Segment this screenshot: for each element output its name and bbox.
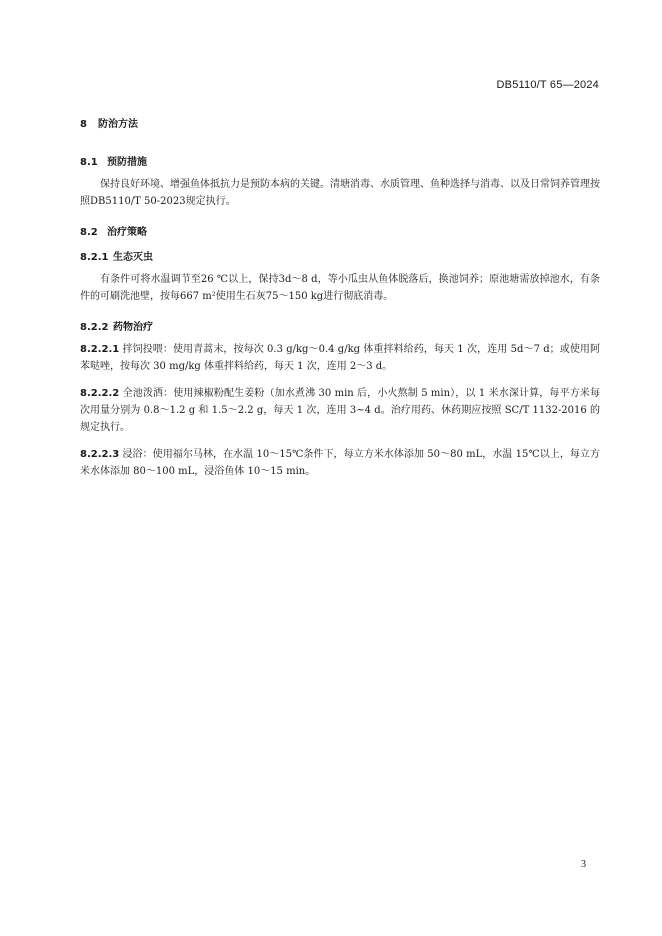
section-8-2-1-text: 有条件可将水温调节至26 ℃以上，保持3d～8 d，等小瓜虫从鱼体脱落后，换池饲养；原池塘需放掉池水，有条件的可刷洗池壁，按每667 m²使用生石灰75～150 kg进行彻底消毒。 — [80, 274, 600, 302]
section-8-heading — [80, 115, 138, 130]
section-8-1-text: 保持良好环境、增强鱼体抵抗力是预防本病的关键。清塘消毒、水质管理、鱼种选择与消毒、以及日常饲养管理按照DB5110/T 50-2023规定执行。 — [80, 179, 600, 207]
section-8-2-1-heading — [80, 248, 153, 263]
section-8-1-title: 预防措施 — [107, 157, 147, 168]
section-8-2-2-2-text: 全池泼洒：使用辣椒粉配生姜粉（加水煮沸 30 min 后，小火熬制 5 min），以 1 米水深计算，每平方米每次用量分别为 0.8～1.2 g 和 1.5～2.2 g，每天 1 次，连用 3~4 d。治疗用药、休药期应按照 SC/T 1132-2016 的规定执行。 — [80, 388, 600, 433]
section-8-1-number: 8.1 — [80, 157, 98, 168]
section-8-2-2-1-number: 8.2.2.1 — [80, 344, 120, 355]
section-8-2-2-1-text: 拌饲投喂：使用青蒿末，按每次 0.3 g/kg～0.4 g/kg 体重拌料给药，每天 1 次，连用 5d～7 d；或使用阿苯哒唑，按每次 30 mg/kg 体重拌料给药，每天 1 次，连用 2～3 d。 — [80, 344, 600, 372]
section-8-2-2-3-text: 浸浴：使用福尔马林，在水温 10～15℃条件下，每立方米水体添加 50～80 mL，水温 15℃以上，每立方米水体添加 80～100 mL，浸浴鱼体 10～15 min。 — [80, 449, 600, 477]
section-8-2-2-heading — [80, 318, 153, 333]
section-8-2-2-2-paragraph — [80, 385, 600, 436]
section-8-2-2-3-paragraph — [80, 446, 600, 480]
section-8-2-2-2-number: 8.2.2.2 — [80, 388, 120, 399]
section-8-2-1-number: 8.2.1 — [80, 252, 109, 263]
section-8-1-heading — [80, 153, 147, 168]
section-8-number: 8 — [80, 119, 87, 130]
section-8-2-heading — [80, 223, 147, 238]
section-8-2-number: 8.2 — [80, 227, 98, 238]
section-8-2-title: 治疗策略 — [107, 227, 147, 238]
section-8-2-2-number: 8.2.2 — [80, 322, 109, 333]
section-8-2-2-1-paragraph — [80, 341, 600, 375]
document-code: DB5110/T 65—2024 — [496, 79, 599, 91]
section-8-2-2-3-number: 8.2.2.3 — [80, 449, 120, 460]
section-8-2-1-title: 生态灭虫 — [113, 252, 153, 263]
section-8-2-2-title: 药物治疗 — [113, 322, 153, 333]
page-number: 3 — [581, 859, 586, 870]
section-8-title: 防治方法 — [98, 119, 138, 130]
